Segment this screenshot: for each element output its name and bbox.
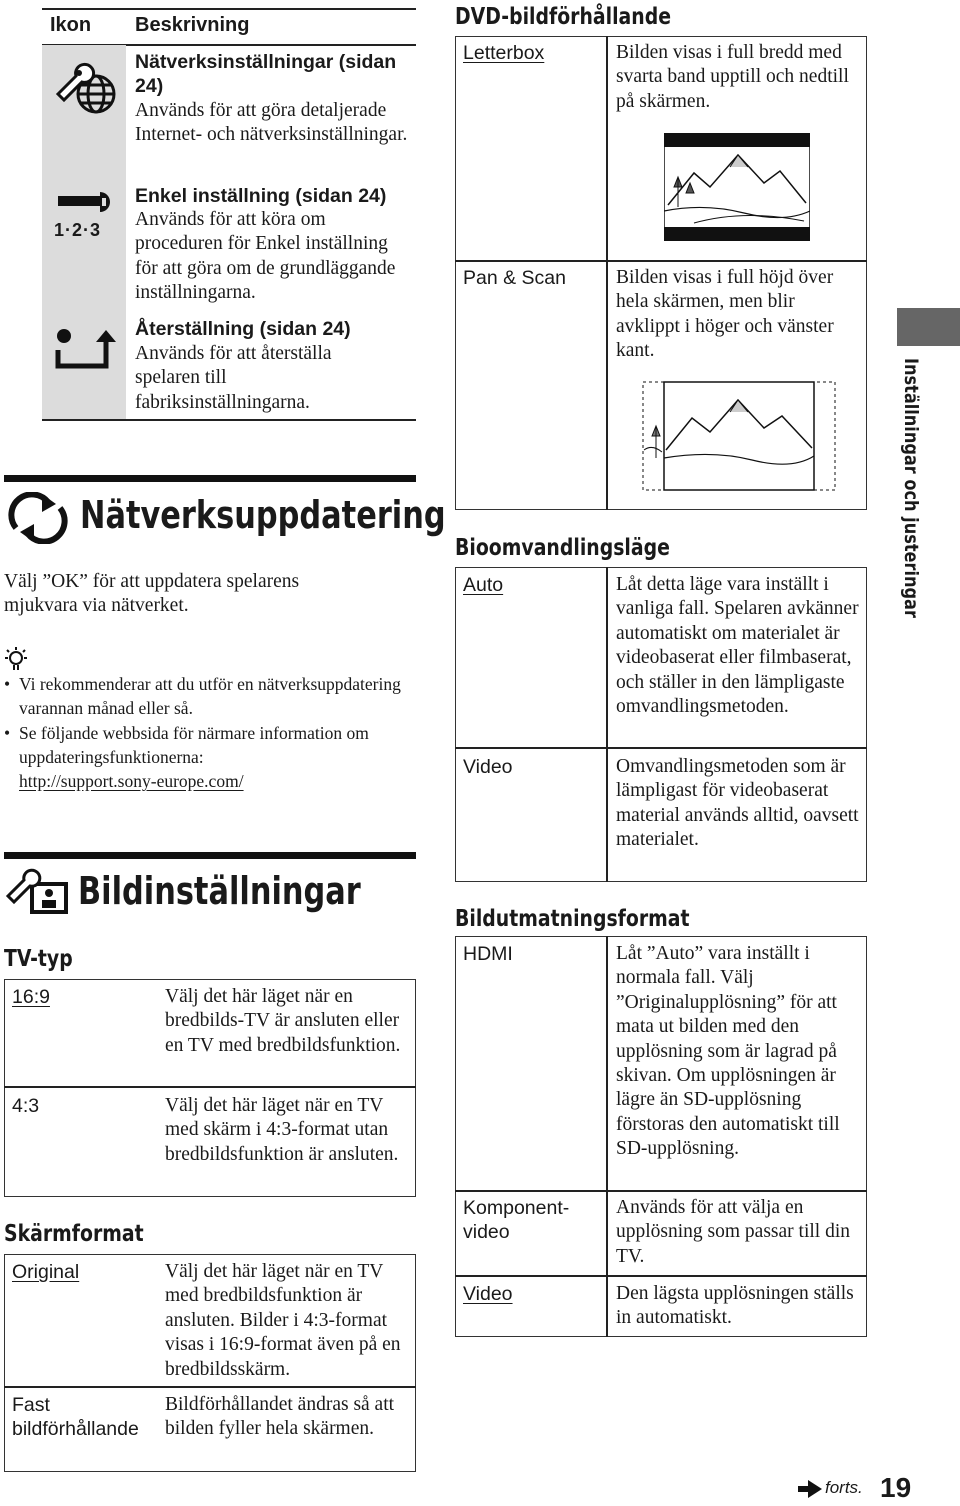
screen-format-title: Skärmformat	[4, 1221, 144, 1247]
tv-type-16-9: 16:9	[12, 986, 50, 1008]
reset-icon	[52, 326, 116, 372]
page-number: 19	[880, 1472, 912, 1503]
output-hdmi: HDMI	[463, 943, 513, 965]
cinema-auto: Auto	[463, 574, 504, 596]
dvd-aspect-title: DVD-bildförhållande	[455, 4, 672, 30]
dvd-letterbox: Letterbox	[463, 42, 545, 64]
tv-type-title: TV-typ	[4, 946, 73, 972]
image-settings-icon	[4, 866, 70, 916]
section-rule	[4, 475, 416, 482]
table-header-description: Beskrivning	[135, 14, 250, 36]
tip-item: • Vi rekommenderar att du utför en nätverksuppdatering varannan månad eller så.	[4, 672, 416, 721]
easy-setup-icon-text: 1·2·3	[54, 220, 102, 240]
network-settings-icon	[52, 58, 122, 118]
cinema-auto-text: Låt detta läge vara inställt i vanliga fall. Spelaren avkänner automatiskt om materialet är videobaserat eller filmbaserat, och ställer in den lämpligaste omvandlingsmetoden.	[616, 574, 859, 718]
support-link[interactable]: http://support.sony-europe.com/	[19, 771, 244, 791]
output-video-text: Den lägsta upplösningen ställs in automatiskt.	[616, 1283, 854, 1329]
dvd-pan-scan-text: Bilden visas i full höjd över hela skärmen, men blir avklippt i höger och vänster kant.	[616, 267, 834, 362]
reset-title: Återställning (sidan 24)	[135, 318, 351, 340]
output-format-title: Bildutmatningsformat	[455, 906, 690, 932]
screen-format-original: Original	[12, 1261, 80, 1283]
easy-setup-icon	[52, 190, 124, 246]
cinema-video: Video	[463, 756, 513, 778]
network-update-intro: Välj ”OK” för att uppdatera spelarens mjukvara via nätverket.	[4, 571, 300, 617]
dvd-pan-scan: Pan & Scan	[463, 267, 566, 289]
screen-format-fixed-text: Bildförhållandet ändras så att bilden fyller hela skärmen.	[165, 1394, 395, 1440]
output-video: Video	[463, 1283, 513, 1305]
tv-type-4-3-text: Välj det här läget när en TV med skärm i 4:3-format utan bredbildsfunktion är ansluten.	[165, 1095, 399, 1165]
network-settings-title: Nätverksinställningar (sidan 24)	[135, 51, 397, 98]
output-component-text: Används för att välja en upplösning som passar till din TV.	[616, 1197, 850, 1267]
tip-item: • Se följande webbsida för närmare information om uppdateringsfunktionerna:	[4, 721, 416, 770]
output-component: Komponent-video	[463, 1197, 570, 1243]
section-rule	[4, 852, 416, 859]
network-settings-body: Används för att göra detaljerade Internet- och nätverksinställningar.	[135, 100, 408, 146]
tips-list	[4, 672, 416, 770]
side-tab-label: Inställningar och justeringar	[900, 358, 922, 618]
output-hdmi-text: Låt ”Auto” vara inställt i normala fall. Välj ”Originalupplösning” för att mata ut bilden med den upplösning som är lagrad på skivan. Om upplösningen är lägre än SD-upplösning förstoras den automatiskt till SD-upplösning.	[616, 943, 840, 1160]
table-header-icon: Ikon	[50, 14, 92, 36]
side-tab	[898, 358, 926, 618]
image-settings-heading: Bildinställningar	[78, 869, 361, 913]
cinema-video-text: Omvandlingsmetoden som är lämpligast för videobaserat material används alltid, oavsett materialet.	[616, 756, 859, 851]
easy-setup-body: Används för att köra om proceduren för Enkel inställning för att göra om de grundläggande inställningarna.	[135, 209, 396, 304]
screen-format-fixed: Fast bildförhållande	[12, 1394, 139, 1440]
update-icon	[4, 492, 72, 544]
network-update-heading: Nätverksuppdatering	[80, 493, 446, 537]
continued-label: forts.	[825, 1478, 863, 1497]
arrow-right-icon	[798, 1480, 822, 1498]
reset-body: Används för att återställa spelaren till fabriksinställningarna.	[135, 343, 332, 413]
tv-type-4-3: 4:3	[12, 1095, 40, 1117]
side-tab-marker	[897, 308, 960, 346]
cinema-mode-title: Bioomvandlingsläge	[455, 535, 670, 561]
screen-format-original-text: Välj det här läget när en TV med bredbildsfunktion är ansluten. Bilder i 4:3-format visas i 16:9-format även på en bredbildsskärm.	[165, 1261, 401, 1380]
pan-scan-illustration	[642, 380, 836, 492]
hint-icon	[4, 646, 30, 672]
easy-setup-title: Enkel inställning (sidan 24)	[135, 185, 387, 207]
tv-type-16-9-text: Välj det här läget när en bredbilds-TV är ansluten eller en TV med bredbildsfunktion.	[165, 986, 401, 1056]
dvd-letterbox-text: Bilden visas i full bredd med svarta band upptill och nedtill på skärmen.	[616, 42, 849, 112]
letterbox-illustration	[664, 133, 810, 241]
